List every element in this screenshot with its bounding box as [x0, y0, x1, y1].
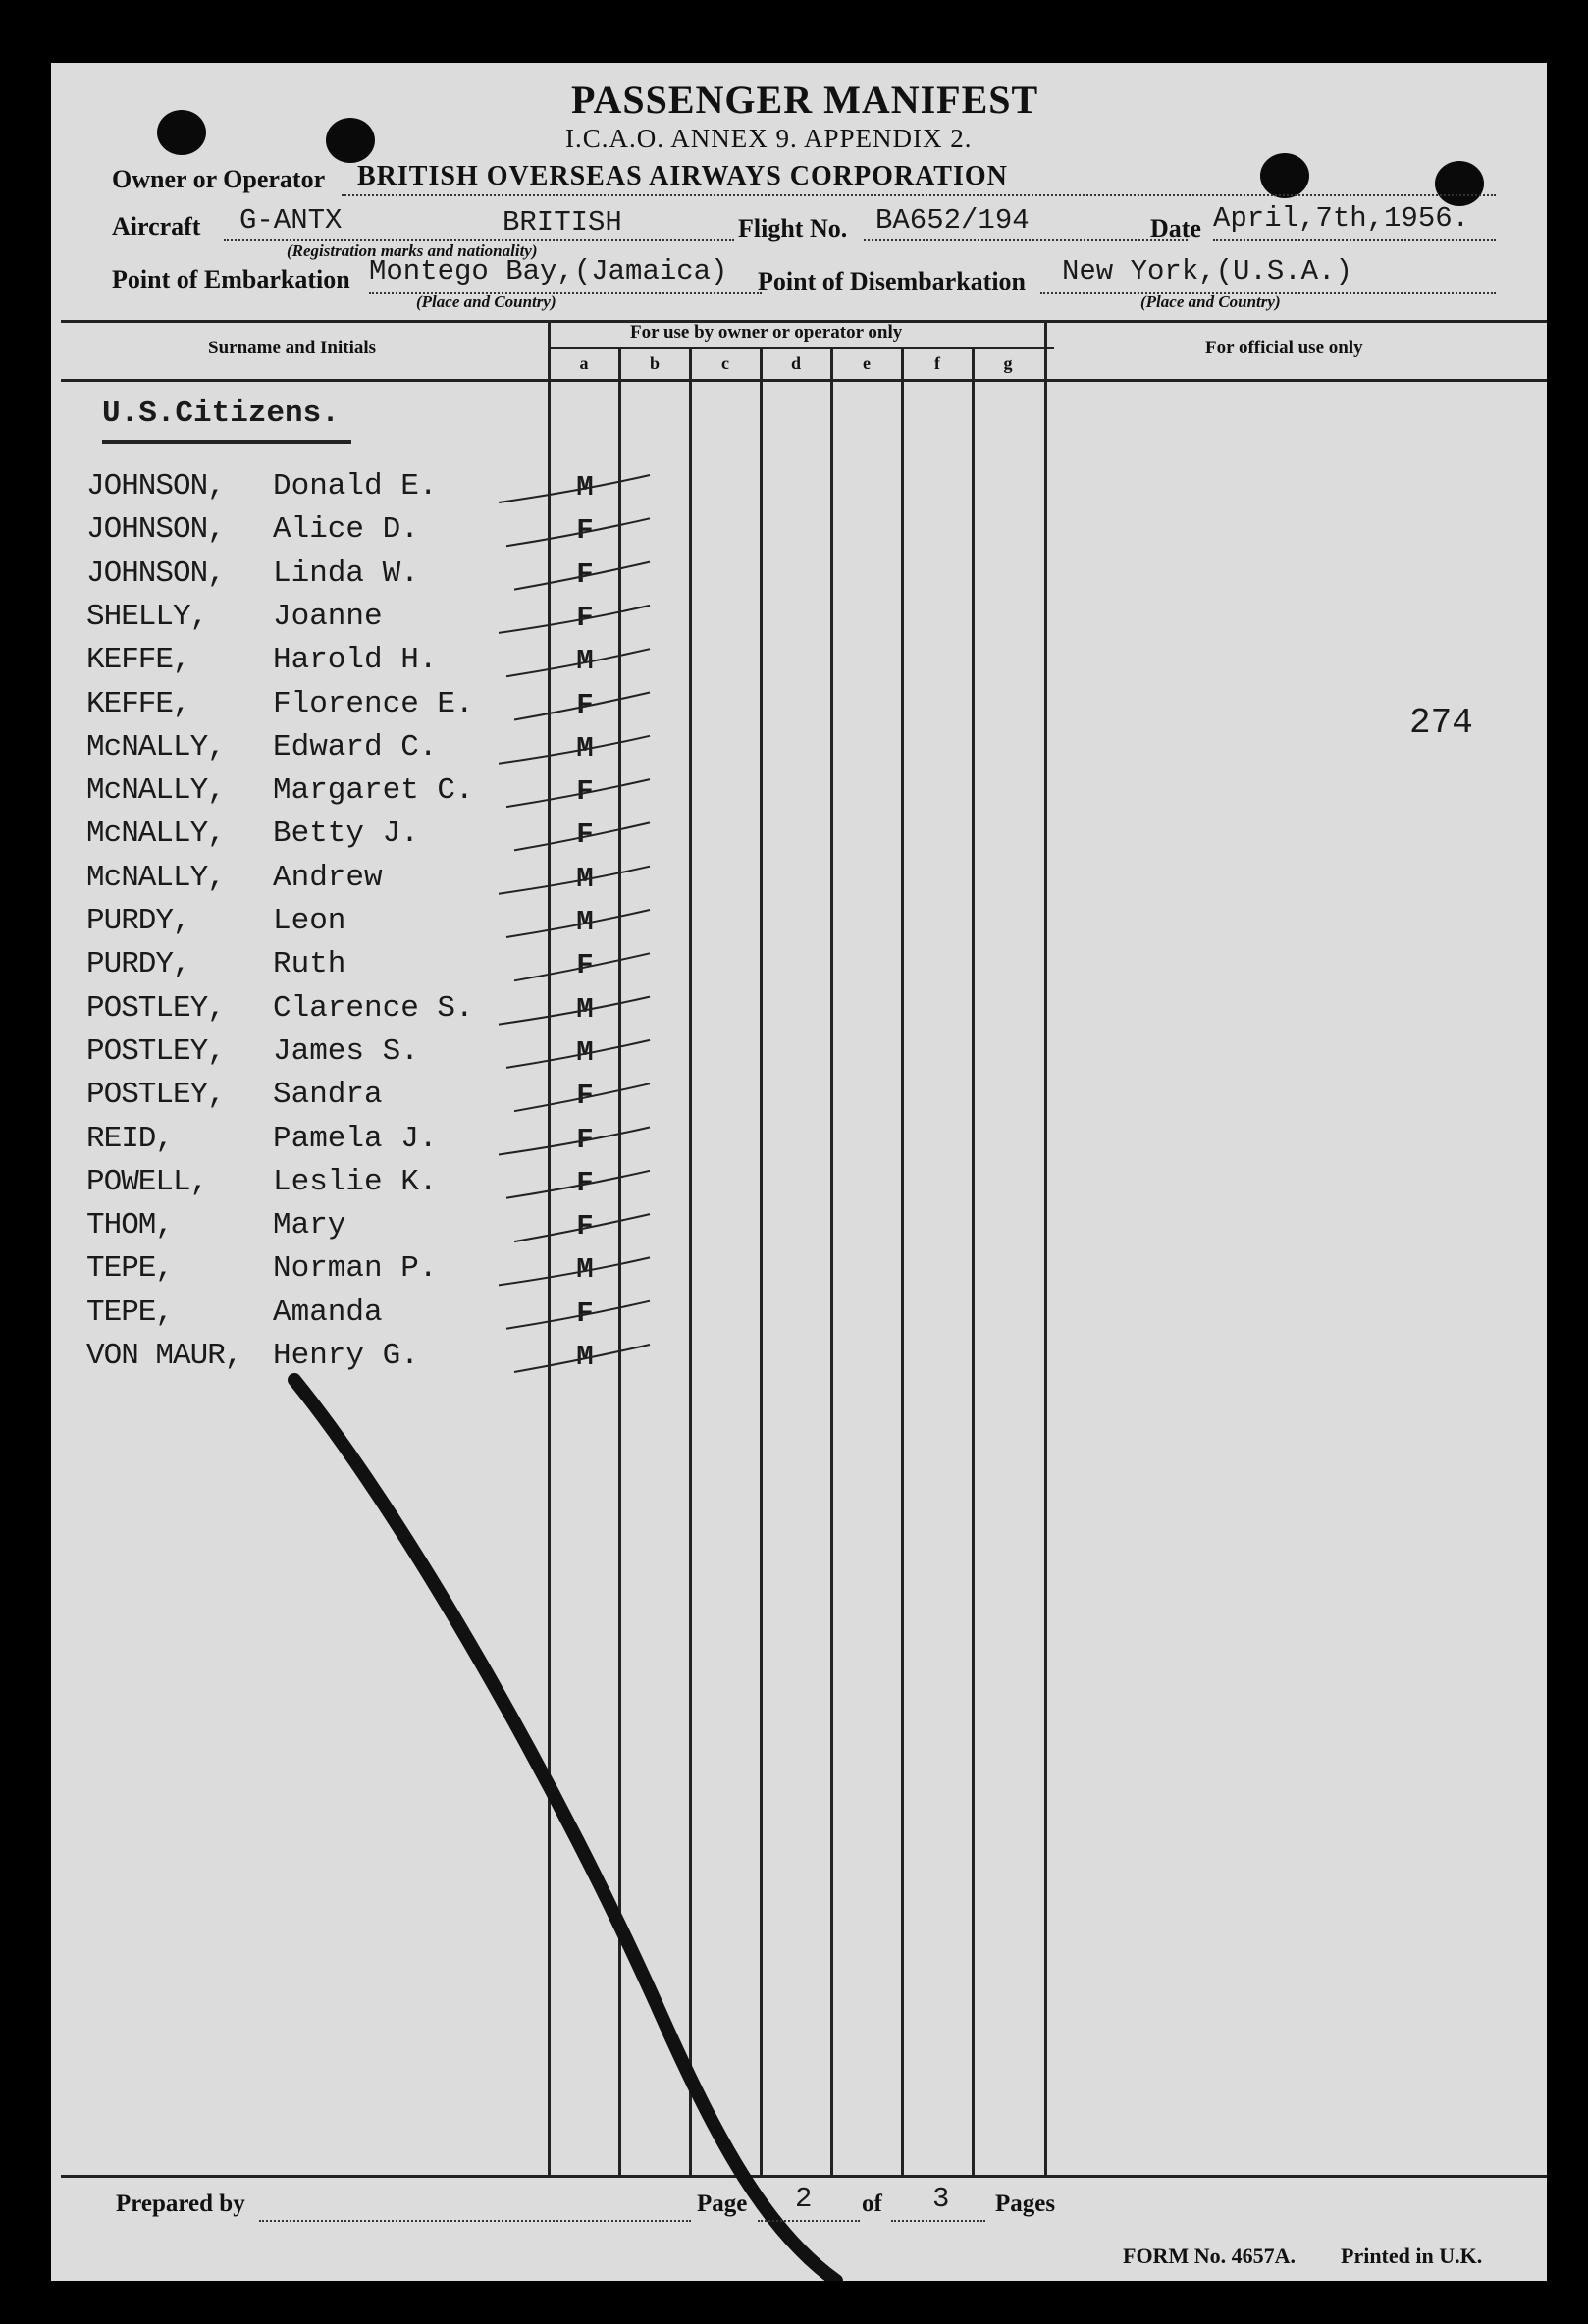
- passenger-sex: M: [576, 1253, 594, 1287]
- passenger-sex: M: [576, 471, 594, 503]
- passenger-given-names: Amanda: [273, 1294, 383, 1330]
- passenger-given-names: Leon: [273, 904, 346, 938]
- passenger-surname: THOM,: [86, 1208, 174, 1243]
- prepared-by-label: Prepared by: [116, 2191, 245, 2217]
- passenger-surname: McNALLY,: [86, 817, 225, 852]
- page-number: 2: [795, 2183, 813, 2215]
- passenger-surname: JOHNSON,: [86, 469, 225, 503]
- punch-hole-3: [1260, 153, 1309, 198]
- of-label: of: [862, 2191, 882, 2217]
- manifest-sheet: [51, 63, 1547, 2281]
- registration-note: (Registration marks and nationality): [287, 241, 538, 260]
- passenger-surname: McNALLY,: [86, 773, 225, 809]
- table-header-rule: [61, 379, 1547, 382]
- embarkation-value: Montego Bay,(Jamaica): [369, 255, 728, 288]
- passenger-given-names: Mary: [273, 1208, 346, 1243]
- passenger-surname: JOHNSON,: [86, 512, 225, 548]
- divider-d: [760, 347, 763, 2175]
- column-letter-d: d: [790, 353, 801, 373]
- passenger-given-names: Henry G.: [273, 1339, 419, 1373]
- passenger-surname: POWELL,: [86, 1164, 208, 1199]
- column-letter-f: f: [934, 353, 940, 373]
- passenger-surname: TEPE,: [86, 1251, 174, 1287]
- surname-header: Surname and Initials: [208, 338, 377, 358]
- passenger-surname: KEFFE,: [86, 643, 190, 678]
- passenger-sex: F: [576, 688, 594, 721]
- passenger-sex: F: [576, 557, 594, 591]
- column-letter-a: a: [579, 353, 589, 373]
- punch-hole-1: [157, 110, 206, 155]
- passenger-surname: POSTLEY,: [86, 990, 225, 1026]
- flight-number: BA652/194: [875, 204, 1030, 237]
- passenger-sex: M: [576, 862, 594, 895]
- date-label: Date: [1150, 214, 1201, 242]
- passenger-surname: McNALLY,: [86, 729, 225, 765]
- embarkation-label: Point of Embarkation: [112, 265, 350, 293]
- punch-hole-4: [1435, 161, 1484, 206]
- passenger-given-names: Harold H.: [273, 643, 438, 678]
- passenger-surname: KEFFE,: [86, 686, 190, 721]
- passenger-surname: REID,: [86, 1121, 174, 1156]
- passenger-sex: M: [576, 645, 594, 678]
- flight-label: Flight No.: [738, 214, 848, 242]
- cancellation-stroke: [294, 1380, 836, 2281]
- date-dots: [1213, 239, 1496, 241]
- printed-in: Printed in U.K.: [1341, 2244, 1483, 2268]
- aircraft-label: Aircraft: [112, 212, 201, 240]
- column-letter-b: b: [649, 353, 660, 373]
- passenger-surname: TEPE,: [86, 1294, 174, 1330]
- disembarkation-note: (Place and Country): [1140, 292, 1281, 311]
- divider-f: [901, 347, 904, 2175]
- prepared-by-dots: [259, 2220, 691, 2222]
- table-bottom-rule: [61, 2175, 1547, 2178]
- passenger-sex: M: [576, 906, 594, 938]
- column-letter-g: g: [1003, 353, 1013, 373]
- passenger-given-names: Ruth: [273, 947, 346, 982]
- passenger-sex: F: [576, 819, 594, 852]
- passenger-surname: PURDY,: [86, 904, 190, 938]
- page-label: Page: [697, 2191, 748, 2217]
- total-dots: [891, 2220, 985, 2222]
- passenger-surname: McNALLY,: [86, 860, 225, 895]
- disembarkation-label: Point of Disembarkation: [758, 267, 1026, 295]
- operator-header: For use by owner or operator only: [630, 322, 903, 343]
- passenger-sex: M: [576, 1035, 594, 1069]
- official-header: For official use only: [1205, 338, 1363, 358]
- passenger-sex: F: [576, 601, 594, 634]
- passenger-surname: POSTLEY,: [86, 1033, 225, 1069]
- passenger-surname: SHELLY,: [86, 599, 208, 634]
- passenger-given-names: James S.: [273, 1033, 419, 1069]
- aircraft-registration: G-ANTX: [239, 204, 343, 237]
- passenger-sex: F: [576, 1166, 594, 1199]
- owner-label: Owner or Operator: [112, 165, 326, 193]
- passenger-sex: F: [576, 514, 594, 548]
- passenger-given-names: Edward C.: [273, 729, 438, 765]
- flight-dots: [864, 239, 1188, 241]
- passenger-given-names: Florence E.: [273, 686, 474, 721]
- column-letter-c: c: [721, 353, 729, 373]
- passenger-sex: F: [576, 1080, 594, 1113]
- total-pages: 3: [932, 2183, 950, 2215]
- form-subtitle: I.C.A.O. ANNEX 9. APPENDIX 2.: [565, 124, 973, 153]
- section-underline: [102, 440, 351, 444]
- passenger-given-names: Pamela J.: [273, 1121, 438, 1156]
- divider-surname: [548, 320, 551, 2175]
- passenger-sex: F: [576, 949, 594, 982]
- passenger-given-names: Margaret C.: [273, 773, 474, 809]
- passenger-given-names: Andrew: [273, 860, 383, 895]
- passenger-sex: F: [576, 1210, 594, 1243]
- passenger-sex: F: [576, 775, 594, 809]
- section-title: U.S.Citizens.: [102, 396, 340, 431]
- passenger-given-names: Donald E.: [273, 469, 438, 503]
- passenger-surname: PURDY,: [86, 947, 190, 982]
- official-number: 274: [1409, 703, 1473, 743]
- owner-dots: [342, 194, 1496, 196]
- passenger-given-names: Linda W.: [273, 555, 419, 591]
- divider-e: [830, 347, 833, 2175]
- passenger-surname: JOHNSON,: [86, 555, 225, 591]
- passenger-given-names: Norman P.: [273, 1251, 438, 1287]
- aircraft-nationality: BRITISH: [503, 206, 622, 238]
- passenger-given-names: Joanne: [273, 599, 383, 634]
- form-title: PASSENGER MANIFEST: [571, 78, 1039, 122]
- form-number: FORM No. 4657A.: [1123, 2244, 1296, 2268]
- passenger-given-names: Sandra: [273, 1078, 383, 1113]
- passenger-sex: M: [576, 992, 594, 1026]
- divider-b: [618, 347, 621, 2175]
- passenger-given-names: Leslie K.: [273, 1164, 438, 1199]
- pages-label: Pages: [995, 2191, 1056, 2217]
- embarkation-note: (Place and Country): [416, 292, 556, 311]
- letters-top-rule: [548, 347, 1054, 349]
- owner-value: BRITISH OVERSEAS AIRWAYS CORPORATION: [357, 161, 1008, 191]
- passenger-given-names: Clarence S.: [273, 990, 474, 1026]
- date-value: April,7th,1956.: [1213, 202, 1470, 235]
- page-dots: [758, 2220, 860, 2222]
- passenger-sex: F: [576, 1296, 594, 1330]
- disembarkation-value: New York,(U.S.A.): [1062, 255, 1352, 288]
- passenger-surname: POSTLEY,: [86, 1078, 225, 1113]
- divider-g: [972, 347, 975, 2175]
- passenger-surname: VON MAUR,: [86, 1339, 242, 1373]
- punch-hole-2: [326, 118, 375, 163]
- passenger-sex: M: [576, 1341, 594, 1373]
- passenger-sex: M: [576, 731, 594, 765]
- passenger-given-names: Betty J.: [273, 817, 419, 852]
- divider-c: [689, 347, 692, 2175]
- passenger-sex: F: [576, 1123, 594, 1156]
- column-letter-e: e: [863, 353, 871, 373]
- passenger-given-names: Alice D.: [273, 512, 419, 548]
- divider-official: [1044, 320, 1047, 2175]
